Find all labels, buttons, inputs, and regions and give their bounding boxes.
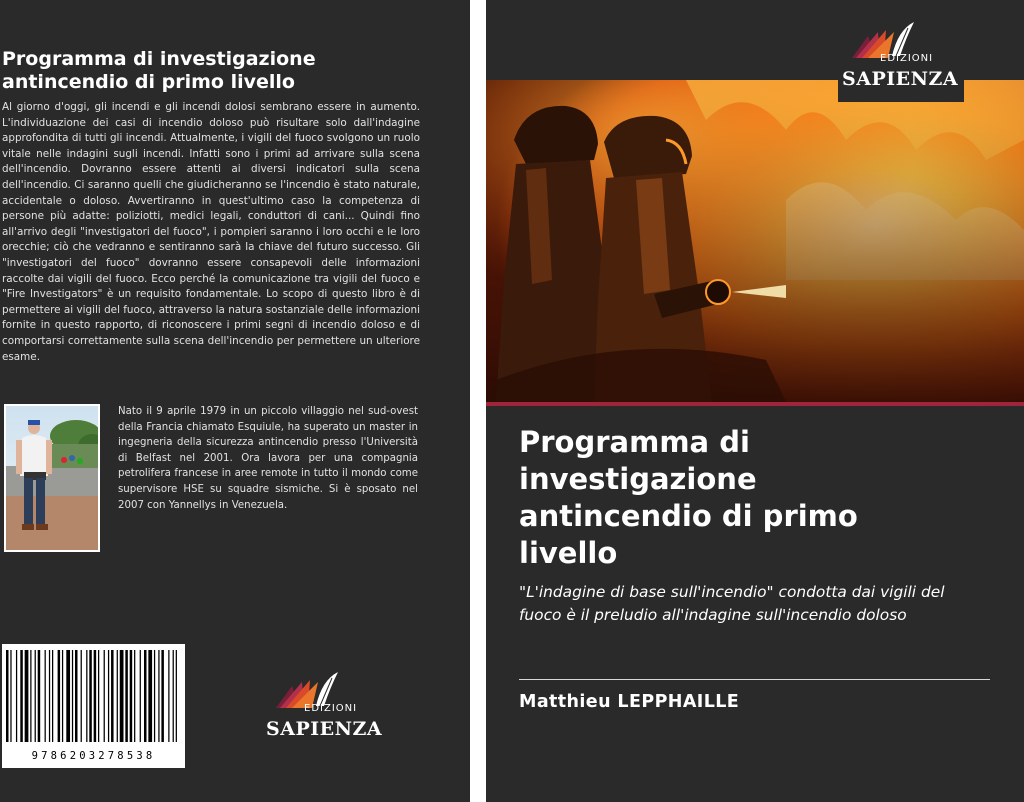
front-cover-subtitle: "L'indagine di base sull'incendio" condotta dai vigili del fuoco è il preludio all'indagine sull'incendio doloso (519, 583, 945, 624)
publisher-logo-front (838, 20, 964, 102)
barcode-bar (168, 650, 169, 742)
back-cover-title: Programma di investigazione antincendio di primo livello (2, 48, 316, 93)
barcode-bar (140, 650, 141, 742)
publisher-edizioni-label: EDIZIONI (304, 703, 358, 714)
barcode-bar (35, 650, 36, 742)
barcode-bar (161, 650, 164, 742)
barcode-bar (108, 650, 109, 742)
barcode-bar (10, 650, 11, 742)
barcode-bar (6, 650, 9, 742)
back-cover (0, 0, 470, 802)
barcode-bar (38, 650, 41, 742)
publisher-edizioni-label: EDIZIONI (880, 53, 934, 64)
barcode-bar (66, 650, 70, 742)
barcode-bar (104, 650, 105, 742)
barcode-bar (120, 650, 124, 742)
barcode-bar (49, 650, 50, 742)
barcode-bar (173, 650, 174, 742)
barcode-bar (58, 650, 61, 742)
barcode-bar (86, 650, 87, 742)
barcode-bar (98, 650, 99, 742)
firefighters-fire-image (486, 80, 1024, 402)
barcode-bar (25, 650, 29, 742)
back-cover-blurb: Al giorno d'oggi, gli incendi e gli incendi dolosi sembrano essere in aumento. L'individuazione dei casi di incendio doloso può risultare solo dall'indagine approfondita di tutti gli incendi. Attualmente, i vigili del fuoco svolgono un ruolo vitale nelle indagini sugli incendi. Infatti sono i primi ad arrivare sulla scena dell'incendio. Dovranno essere attenti ai diversi indicatori sulla scena dell'incendio. Ci saranno quelli che giudicheranno se l'incendio è stato naturale, accidentale o doloso. Avvertiranno in quest'ultimo caso la competenza di persone più adatte: poliziotti, medici legali, conduttori di cani... Quindi fino all'arrivo degli "investigatori del fuoco", i pompieri saranno i loro occhi e le loro orecchie; ciò che vedranno e sentiranno sarà la chiave del futuro successo. Gli "investigatori del fuoco" dovranno essere consapevoli delle informazioni raccolte dai vigili del fuoco. Ecco perché la comunicazione tra vigili del fuoco e "Fire Investigators" è un requisito fondamentale. Lo scopo di questo libro è di permettere ai vigili del fuoco, attraverso la natura sostanziale delle informazioni fornite in questo rapporto, di riconoscere i primi segni di incendio doloso e di comportarsi correttamente sulla scena dell'incendio per permettere un ulteriore esame. (2, 101, 420, 363)
isbn-barcode (2, 644, 185, 768)
barcode-bar (62, 650, 63, 742)
publisher-name: SAPIENZA (266, 718, 383, 740)
author-photo-image (6, 406, 98, 550)
author-rule (519, 679, 990, 680)
isbn-digits: 9786203278538 (31, 750, 156, 762)
barcode-bar (148, 650, 152, 742)
barcode-bar (75, 650, 78, 742)
barcode-bar (52, 650, 53, 742)
barcode-bar (89, 650, 92, 742)
barcode-bar (72, 650, 73, 742)
front-cover-author: Matthieu LEPPHAILLE (519, 692, 740, 712)
barcode-bar (81, 650, 82, 742)
barcode-bar (94, 650, 97, 742)
barcode-bar (144, 650, 147, 742)
barcode-bar (125, 650, 128, 742)
author-bio: Nato il 9 aprile 1979 in un piccolo villaggio nel sud-ovest della Francia chiamato Esquiule, ha superato un master in ingegneria della sicurezza antincendio presso l'Università di Belfast nel 2001. Ora lavora per una compagnia petrolifera francese in aree remote in tutto il mondo come supervisore HSE su squadre sismiche. Si è sposato nel 2007 con Yannellys in Venezuela. (118, 406, 418, 511)
author-photo (4, 404, 100, 552)
fire-photo (486, 80, 1024, 402)
barcode-bar (176, 650, 177, 742)
barcode-bar (154, 650, 155, 742)
publisher-logo-back (262, 670, 384, 746)
barcode-bar (30, 650, 31, 742)
barcode-bar (45, 650, 46, 742)
front-cover (486, 0, 1024, 802)
accent-divider (486, 402, 1024, 406)
publisher-name: SAPIENZA (842, 68, 959, 90)
barcode-bar (130, 650, 133, 742)
front-cover-title: Programma di investigazione antincendio di primo livello (519, 425, 858, 570)
barcode-bar (111, 650, 114, 742)
barcode-bar (117, 650, 118, 742)
barcode-bar (20, 650, 23, 742)
barcode-bar (158, 650, 159, 742)
barcode-bar (16, 650, 17, 742)
barcode-bars (2, 644, 185, 748)
barcode-bar (134, 650, 135, 742)
